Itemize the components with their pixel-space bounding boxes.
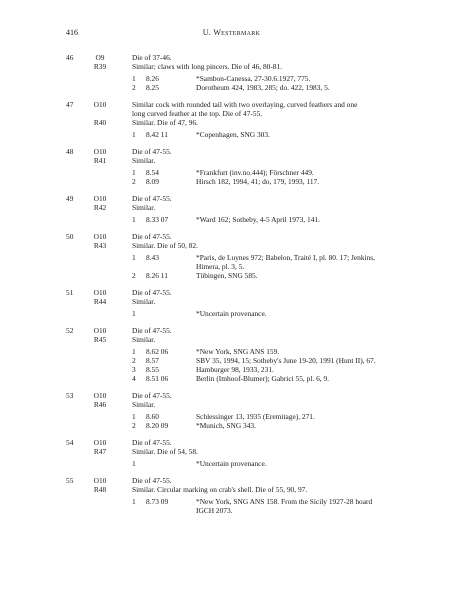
specimen-reference: *Ward 162; Sotheby, 4-5 April 1973, 141. [196, 215, 320, 224]
die-description: Die of 47-55. [132, 147, 172, 156]
die-line [66, 438, 398, 447]
die-description: long curved feather at the top. Die of 47-55. [132, 109, 263, 118]
specimen-index: 1 [132, 130, 136, 139]
specimen-row [66, 421, 398, 430]
die-line [66, 400, 398, 409]
die-description: Die of 47-55. [132, 232, 172, 241]
die-line [66, 297, 398, 306]
catalogue-entry [66, 194, 398, 224]
specimen-reference: *New York, SNG ANS 159. [196, 347, 280, 356]
specimen-row [66, 253, 398, 271]
die-description: Similar. Die of 50, 82. [132, 241, 198, 250]
die-description: Similar. [132, 156, 156, 165]
die-code: R46 [93, 400, 107, 409]
page-number: 416 [66, 28, 78, 37]
die-code: R45 [93, 335, 107, 344]
die-description: Die of 47-55. [132, 391, 172, 400]
specimen-index: 1 [132, 347, 136, 356]
die-description: Similar; claws with long pincers. Die of 46, 80-81. [132, 62, 283, 71]
specimen-row [66, 177, 398, 186]
catalogue-entry [66, 53, 398, 92]
running-author: U. Westermark [202, 28, 261, 37]
specimen-row [66, 83, 398, 92]
specimen-row [66, 365, 398, 374]
die-description: Similar. Circular marking on crab's shell. Die of 55, 90, 97. [132, 485, 308, 494]
catalogue-entry [66, 476, 398, 515]
die-code: R43 [93, 241, 107, 250]
specimen-weight: 8.60 [146, 412, 159, 421]
specimen-row [66, 412, 398, 421]
die-description: Die of 47-55. [132, 194, 172, 203]
entry-number: 54 [66, 438, 74, 447]
entry-number: 50 [66, 232, 74, 241]
specimen-reference: *Sambon-Canessa, 27-30.6.1927, 775. [196, 74, 311, 83]
specimen-row [66, 130, 398, 139]
specimen-reference: Hamburger 98, 1933, 231. [196, 365, 274, 374]
specimen-row [66, 271, 398, 280]
specimen-row [66, 356, 398, 365]
specimen-weight: 8.57 [146, 356, 159, 365]
die-code: R40 [93, 118, 107, 127]
specimen-index: 1 [132, 168, 136, 177]
die-line [66, 288, 398, 297]
specimen-weight: 8.43 [146, 253, 159, 262]
page-header [66, 28, 397, 38]
die-line [66, 62, 398, 71]
die-description: Similar. [132, 335, 156, 344]
specimen-weight: 8.55 [146, 365, 159, 374]
specimen-row [66, 74, 398, 83]
specimen-reference: Berlin (Imhoof-Blumer); Gabrici 55, pl. 6, 9. [196, 374, 330, 383]
catalogue-entry [66, 147, 398, 186]
die-code: O10 [93, 326, 107, 335]
specimen-index: 1 [132, 412, 136, 421]
specimen-reference-continued: IGCH 2073. [196, 506, 233, 515]
specimen-index: 2 [132, 271, 136, 280]
specimen-weight: 8.09 [146, 177, 159, 186]
specimen-reference: Tübingen, SNG 585. [196, 271, 258, 280]
catalogue-entry [66, 326, 398, 383]
die-line [66, 118, 398, 127]
die-code: O10 [93, 232, 107, 241]
die-code: O10 [93, 147, 107, 156]
specimen-reference-continued: Himera, pl. 3, 5. [196, 262, 245, 271]
specimen-weight: 8.62 06 [146, 347, 169, 356]
entry-number: 48 [66, 147, 74, 156]
entry-number: 52 [66, 326, 74, 335]
die-code: R39 [93, 62, 107, 71]
specimen-index: 2 [132, 177, 136, 186]
die-line [66, 156, 398, 165]
specimen-weight: 8.51 06 [146, 374, 169, 383]
die-line [66, 109, 398, 118]
catalogue-entry [66, 391, 398, 430]
specimen-reference: Dorotheum 424, 1983, 285; do. 422, 1983, 5. [196, 83, 330, 92]
specimen-row [66, 374, 398, 383]
specimen-reference: Schlessinger 13, 1935 (Eremitage), 271. [196, 412, 315, 421]
specimen-index: 1 [132, 309, 136, 318]
specimen-index: 1 [132, 253, 136, 262]
die-line [66, 203, 398, 212]
specimen-reference: *Munich, SNG 343. [196, 421, 256, 430]
die-line [66, 335, 398, 344]
die-code: R42 [93, 203, 107, 212]
catalogue-entry [66, 100, 398, 139]
die-line [66, 53, 398, 62]
die-description: Similar. [132, 400, 156, 409]
entry-number: 51 [66, 288, 74, 297]
entry-number: 47 [66, 100, 74, 109]
specimen-index: 1 [132, 497, 136, 506]
specimen-weight: 8.26 [146, 74, 159, 83]
die-code: R44 [93, 297, 107, 306]
die-code: O9 [95, 53, 105, 62]
die-line [66, 326, 398, 335]
die-code: R48 [93, 485, 107, 494]
specimen-index: 2 [132, 421, 136, 430]
die-line [66, 485, 398, 494]
specimen-row [66, 347, 398, 356]
specimen-index: 4 [132, 374, 136, 383]
die-code: O10 [93, 288, 107, 297]
specimen-reference: SBV 35, 1994, 15; Sotheby's June 19-20, 1991 (Hunt II), 67. [196, 356, 376, 365]
die-description: Similar. Die of 47, 96. [132, 118, 198, 127]
die-line [66, 391, 398, 400]
specimen-row [66, 215, 398, 224]
specimen-index: 1 [132, 459, 136, 468]
die-line [66, 241, 398, 250]
die-line [66, 147, 398, 156]
die-description: Similar cock with rounded tail with two overlaying, curved feathers and one [132, 100, 358, 109]
specimen-index: 1 [132, 215, 136, 224]
specimen-reference: *Paris, de Luynes 972; Babelon, Traité I, pl. 80. 17; Jenkins, [196, 253, 376, 262]
die-description: Die of 47-55. [132, 326, 172, 335]
die-line [66, 194, 398, 203]
specimen-row [66, 497, 398, 515]
catalogue-entry [66, 288, 398, 318]
die-description: Similar. [132, 297, 156, 306]
specimen-weight: 8.33 07 [146, 215, 169, 224]
specimen-index: 1 [132, 74, 136, 83]
specimen-index: 3 [132, 365, 136, 374]
specimen-weight: 8.54 [146, 168, 159, 177]
specimen-weight: 8.73 09 [146, 497, 169, 506]
specimen-reference: *Copenhagen, SNG 303. [196, 130, 270, 139]
specimen-row [66, 309, 398, 318]
specimen-reference: *Uncertain provenance. [196, 459, 267, 468]
specimen-reference: *New York, SNG ANS 158. From the Sicily 1927-28 hoard [196, 497, 373, 506]
entry-number: 46 [66, 53, 74, 62]
catalogue-entry [66, 438, 398, 468]
die-description: Die of 47-55. [132, 476, 172, 485]
die-code: O10 [93, 391, 107, 400]
catalogue-entry [66, 232, 398, 280]
die-code: R47 [93, 447, 107, 456]
die-description: Die of 47-55. [132, 288, 172, 297]
die-description: Die of 37-46. [132, 53, 172, 62]
die-code: R41 [93, 156, 107, 165]
specimen-row [66, 459, 398, 468]
entry-number: 53 [66, 391, 74, 400]
specimen-reference: *Uncertain provenance. [196, 309, 267, 318]
die-line [66, 100, 398, 109]
die-code: O10 [93, 100, 107, 109]
die-description: Similar. [132, 203, 156, 212]
specimen-weight: 8.26 11 [146, 271, 168, 280]
specimen-index: 2 [132, 83, 136, 92]
specimen-reference: Hirsch 182, 1994, 41; do, 179, 1993, 117. [196, 177, 320, 186]
specimen-weight: 8.42 11 [146, 130, 168, 139]
die-line [66, 447, 398, 456]
entry-number: 55 [66, 476, 74, 485]
die-code: O10 [93, 438, 107, 447]
die-code: O10 [93, 476, 107, 485]
specimen-row [66, 168, 398, 177]
die-description: Similar. Die of 54, 58. [132, 447, 198, 456]
die-code: O10 [93, 194, 107, 203]
entry-number: 49 [66, 194, 74, 203]
catalogue-entries [66, 53, 398, 523]
die-line [66, 232, 398, 241]
specimen-weight: 8.25 [146, 83, 159, 92]
die-line [66, 476, 398, 485]
specimen-index: 2 [132, 356, 136, 365]
die-description: Die of 47-55. [132, 438, 172, 447]
specimen-reference: *Frankfurt (inv.no.444); Förschner 449. [196, 168, 314, 177]
specimen-weight: 8.20 09 [146, 421, 169, 430]
